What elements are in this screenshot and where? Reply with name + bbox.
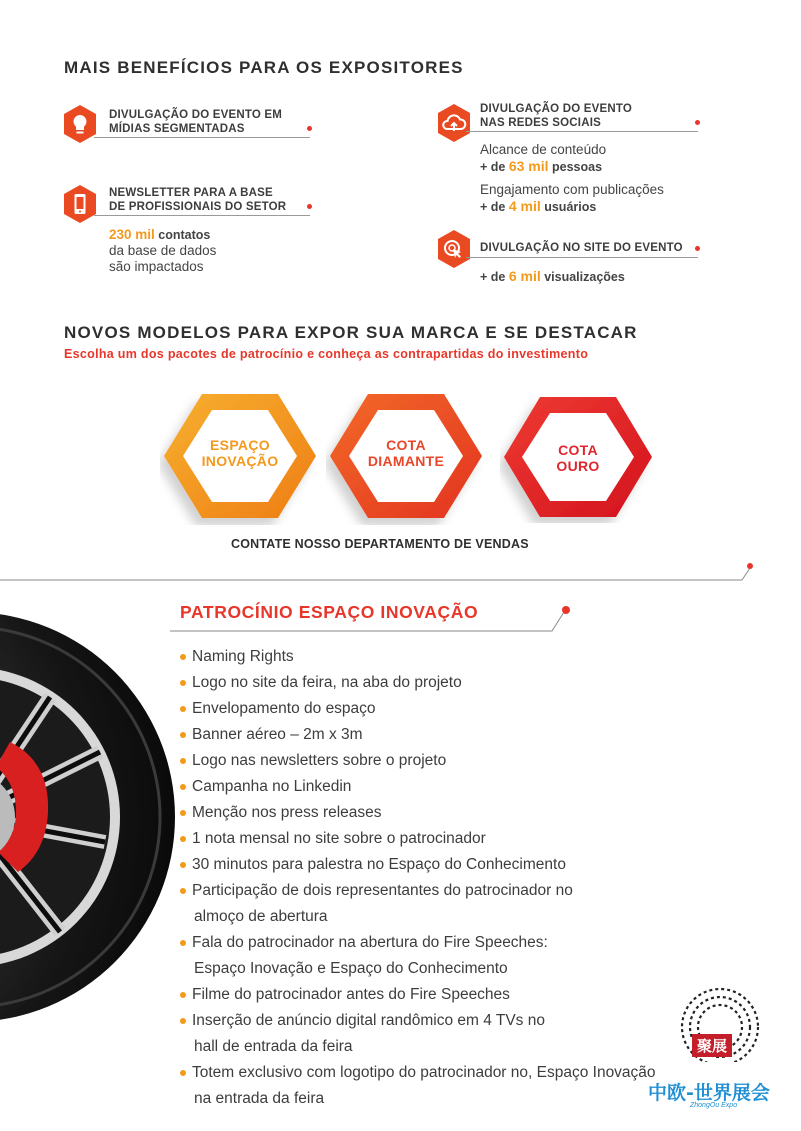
accent-dot xyxy=(695,246,700,251)
list-item: Banner aéreo – 2m x 3m xyxy=(180,722,700,748)
social-reach-stat: Alcance de conteúdo + de 63 mil pessoas xyxy=(480,142,607,174)
list-item: Envelopamento do espaço xyxy=(180,696,700,722)
accent-dot xyxy=(307,126,312,131)
section-title-sponsorship: PATROCÍNIO ESPAÇO INOVAÇÃO xyxy=(180,602,479,622)
newsletter-stat: 230 mil contatos da base de dados são impactados xyxy=(109,227,217,274)
title-underline xyxy=(170,600,580,636)
list-item: 30 minutos para palestra no Espaço do Conhecimento xyxy=(180,852,700,878)
list-item: Fala do patrocinador na abertura do Fire Speeches: Espaço Inovação e Espaço do Conhecimento xyxy=(180,930,700,982)
underline xyxy=(94,215,310,216)
car-wheel-image xyxy=(0,612,180,1022)
benefit-newsletter-label: NEWSLETTER PARA A BASE DE PROFISSIONAIS DO SETOR xyxy=(109,187,287,213)
social-engagement-stat: Engajamento com publicações + de 4 mil usuários xyxy=(480,182,664,214)
site-views-stat: + de 6 mil visualizações xyxy=(480,268,625,284)
list-item: Participação de dois representantes do patrocinador no almoço de abertura xyxy=(180,878,700,930)
watermark-badge: 聚展 xyxy=(692,1034,732,1057)
accent-dot xyxy=(307,204,312,209)
underline xyxy=(94,137,310,138)
list-item: Menção nos press releases xyxy=(180,800,700,826)
list-item: 1 nota mensal no site sobre o patrocinador xyxy=(180,826,700,852)
list-item: Naming Rights xyxy=(180,644,700,670)
accent-dot xyxy=(695,120,700,125)
watermark-subtitle: ZhongOu Expo xyxy=(690,1102,738,1109)
cursor-click-icon xyxy=(436,229,472,269)
section-title-models: NOVOS MODELOS PARA EXPOR SUA MARCA E SE DESTACAR xyxy=(64,323,638,342)
list-item: Inserção de anúncio digital randômico em 4 TVs no hall de entrada da feira xyxy=(180,1008,700,1060)
zhongou-expo-watermark xyxy=(640,982,795,1122)
list-item: Logo no site da feira, na aba do projeto xyxy=(180,670,700,696)
section-title-benefits: MAIS BENEFÍCIOS PARA OS EXPOSITORES xyxy=(64,58,464,77)
list-item: Totem exclusivo com logotipo do patrocinador no, Espaço Inovação na entrada da feira xyxy=(180,1060,700,1112)
benefit-media-label: DIVULGAÇÃO DO EVENTO EM MÍDIAS SEGMENTADAS xyxy=(109,109,283,135)
underline xyxy=(466,257,698,258)
section-divider xyxy=(0,560,760,584)
list-item: Filme do patrocinador antes do Fire Speeches xyxy=(180,982,700,1008)
package-label-cota-diamante: COTA DIAMANTE xyxy=(367,437,445,469)
section-subtitle-models: Escolha um dos pacotes de patrocínio e conheça as contrapartidas do investimento xyxy=(64,347,589,361)
package-label-espaco-inovacao: ESPAÇO INOVAÇÃO xyxy=(201,437,279,469)
lightbulb-icon xyxy=(62,104,98,144)
list-item: Logo nas newsletters sobre o projeto xyxy=(180,748,700,774)
cloud-share-icon xyxy=(436,103,472,143)
package-label-cota-ouro: COTA OURO xyxy=(556,442,600,474)
benefit-social-label: DIVULGAÇÃO DO EVENTO NAS REDES SOCIAIS xyxy=(480,103,633,129)
contact-sales-text: CONTATE NOSSO DEPARTAMENTO DE VENDAS xyxy=(231,537,529,551)
list-item: Campanha no Linkedin xyxy=(180,774,700,800)
benefit-site-label: DIVULGAÇÃO NO SITE DO EVENTO xyxy=(480,242,683,254)
smartphone-icon xyxy=(62,184,98,224)
underline xyxy=(466,131,698,132)
sponsorship-benefits-list xyxy=(180,644,700,1112)
watermark-title: 中欧-世界展会 xyxy=(648,1082,770,1104)
